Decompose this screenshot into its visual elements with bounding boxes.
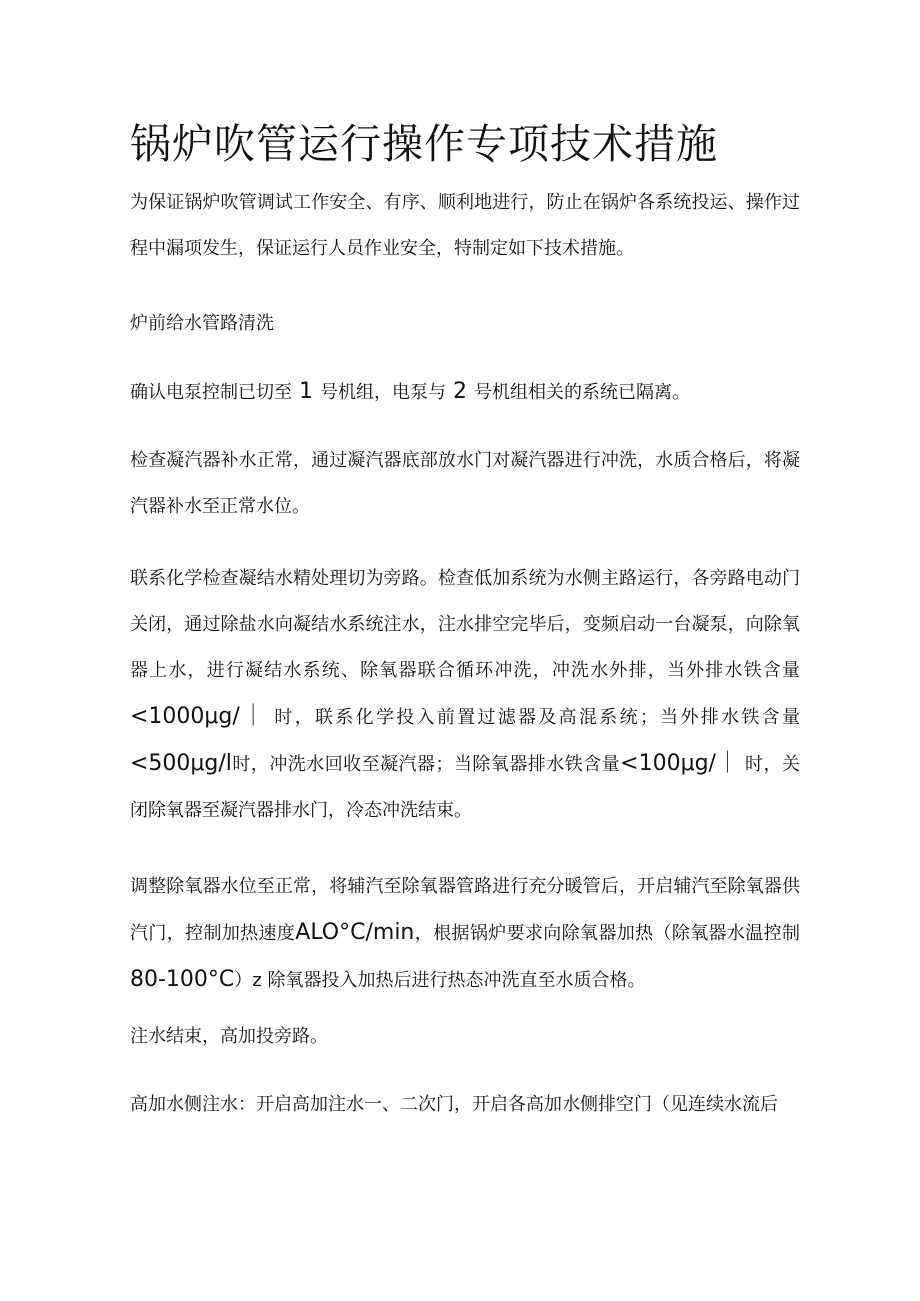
heating-rate: ALO°C/min	[295, 920, 415, 945]
iron-limit-1: <1000μg/｜	[130, 704, 267, 729]
confirm-text-b: 号机组，电泵与	[319, 382, 446, 403]
flushing-paragraph	[130, 556, 800, 834]
document-title: 锅炉吹管运行操作专项技术措施	[130, 120, 718, 168]
intro-paragraph: 为保证锅炉吹管调试工作安全、有序、顺利地进行，防止在锅炉各系统投运、操作过程中漏项发生，保证运行人员作业安全，特制定如下技术措施。	[130, 192, 800, 259]
flush-text-a: 联系化学检查凝结水精处理切为旁路。检查低加系统为水侧主路运行，各旁路电动门关闭，通过除盐水向凝结水系统注水，注水排空完毕后，变频启动一台凝泵，向除氧器上水，进行凝结水系统、除氧器联合循环冲洗，冲洗水外排，当外排水铁含量	[130, 568, 800, 681]
condenser-paragraph: 检查凝汽器补水正常，通过凝汽器底部放水门对凝汽器进行冲洗，水质合格后，将凝汽器补水至正常水位。	[130, 450, 800, 517]
section-heading: 炉前给水管路清洗	[130, 313, 274, 334]
injection-end-paragraph: 注水结束，高加投旁路。	[130, 1026, 328, 1047]
flush-text-c: 时，冲洗水回收至凝汽器；当除氧器排水铁含量	[231, 754, 621, 775]
confirm-text-c: 号机组相关的系统已隔离。	[473, 382, 690, 403]
deaerator-text-b: ，根据锅炉要求向除氧器加热（除氧器水温控制	[414, 923, 801, 944]
hp-heater-paragraph: 高加水侧注水：开启高加注水一、二次门，开启各高加水侧排空门（见连续水流后	[130, 1094, 778, 1115]
unit-number-2: 2	[445, 379, 474, 404]
iron-limit-2: <500μg/l	[130, 751, 232, 776]
deaerator-text-a: 调整除氧器水位至正常，将辅汽至除氧器管路进行充分暖管后，开启辅汽至除氧器供汽门，控制加热速度	[130, 876, 800, 944]
iron-limit-3: <100μg/｜	[620, 751, 739, 776]
water-temp-range: 80-100°C	[130, 967, 235, 992]
confirm-text-a: 确认电泵控制已切至	[130, 382, 292, 403]
flush-text-b: 时，联系化学投入前置过滤器及高混系统；当外排水铁含量	[266, 707, 800, 728]
unit-number-1: 1	[292, 379, 320, 404]
deaerator-paragraph	[130, 864, 800, 1004]
deaerator-text-c: ）z 除氧器投入加热后进行热态冲洗直至水质合格。	[234, 970, 646, 991]
flush-text-d: 时，关闭除氧器至凝汽器排水门，冷态冲洗结束。	[130, 754, 800, 821]
confirm-pump-paragraph	[130, 369, 800, 416]
